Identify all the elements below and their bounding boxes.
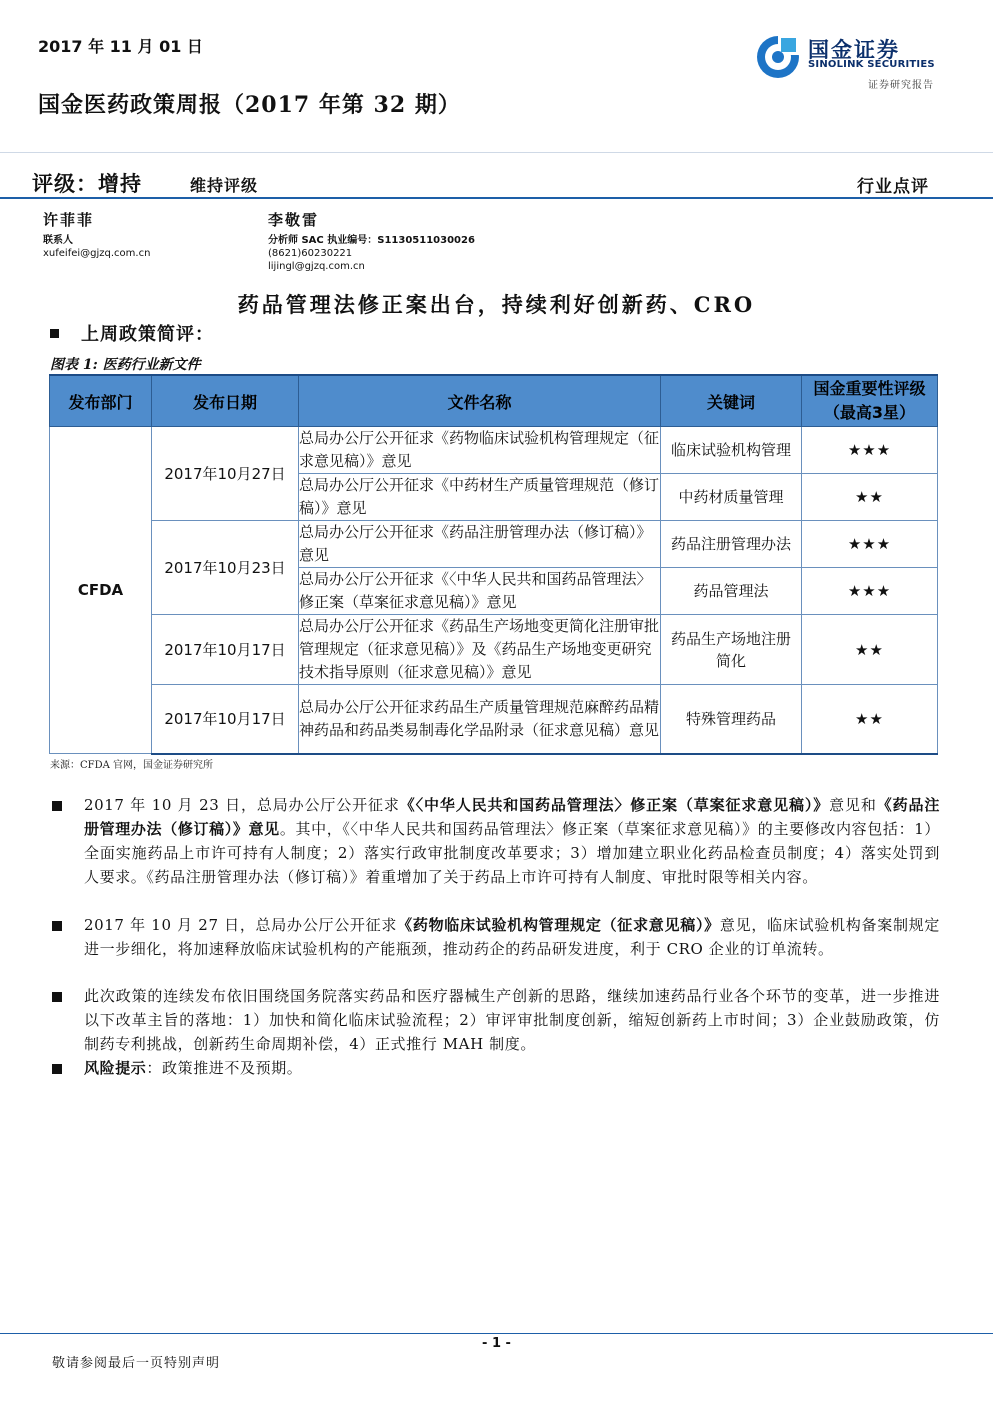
rating-label: 评级：增持	[32, 171, 142, 196]
report-date: 2017 年 11 月 01 日	[38, 37, 203, 56]
header-dept: 发布部门	[50, 375, 152, 427]
company-logo	[754, 30, 954, 92]
bold-run: 风险提示	[84, 1059, 147, 1077]
bold-run: 《药品注册管理办法（修订稿）》意见	[84, 796, 940, 838]
doc-cell: 总局办公厅公开征求《药品生产场地变更简化注册审批管理规定（征求意见稿）》及《药品生产场地变更研究技术指导原则（征求意见稿）》意见	[299, 615, 661, 685]
date-cell: 2017年10月27日	[152, 427, 299, 521]
header-date: 发布日期	[152, 375, 299, 427]
analyst-name: 许菲菲	[43, 211, 95, 229]
star-rating: ★★	[802, 685, 938, 754]
doc-cell: 总局办公厅公开征求《药品注册管理办法（修订稿）》意见	[299, 521, 661, 568]
risk-warning	[50, 1056, 940, 1080]
bold-run: 《〈中华人民共和国药品管理法〉修正案（草案征求意见稿）》	[399, 796, 830, 814]
footer-divider	[0, 1333, 993, 1334]
text-run: 意见，临床试验机构备案制规定进一步细化，将加速释放临床试验机构的产能瓶颈，推动药企的药品研发进度，利于 CRO 企业的订单流转。	[84, 916, 940, 958]
doc-cell: 总局办公厅公开征求《中药材生产质量管理规范（修订稿）》意见	[299, 474, 661, 521]
bullet-square-icon	[52, 1064, 62, 1074]
bullet-square-icon	[52, 921, 62, 931]
headline: 药品管理法修正案出台，持续利好创新药、CRO	[237, 292, 756, 317]
header-keyword: 关键词	[661, 375, 802, 427]
keyword-cell: 特殊管理药品	[661, 685, 802, 754]
footer-disclaimer: 敬请参阅最后一页特别声明	[52, 1356, 221, 1371]
text-run: 2017 年 10 月 23 日，总局办公厅公开征求	[84, 796, 400, 814]
keyword-cell: 药品管理法	[661, 568, 802, 615]
bold-run: 《药物临床试验机构管理规定（征求意见稿）》	[397, 916, 720, 934]
header-divider	[0, 197, 993, 199]
star-rating: ★★	[802, 615, 938, 685]
text-run: ：政策推进不及预期。	[146, 1059, 303, 1077]
section-title	[50, 320, 214, 346]
date-cell: 2017年10月17日	[152, 685, 299, 754]
table-source: 来源：CFDA 官网，国金证券研究所	[50, 760, 214, 771]
policy-table	[49, 374, 938, 755]
keyword-cell: 药品注册管理办法	[661, 521, 802, 568]
bullet-paragraph-1	[50, 793, 940, 889]
table-row	[50, 615, 938, 685]
logo-english-name: SINOLINK SECURITIES	[808, 59, 935, 70]
bullet-paragraph-3	[50, 984, 940, 1056]
bullet-square-icon	[50, 329, 59, 338]
page-number: - 1 -	[482, 1336, 511, 1351]
date-cell: 2017年10月23日	[152, 521, 299, 615]
report-title: 国金医药政策周报（2017 年第 32 期）	[38, 92, 461, 118]
keyword-cell: 药品生产场地注册简化	[661, 615, 802, 685]
doc-cell: 总局办公厅公开征求《〈中华人民共和国药品管理法〉修正案（草案征求意见稿）》意见	[299, 568, 661, 615]
star-rating: ★★	[802, 474, 938, 521]
report-type: 行业点评	[857, 177, 929, 197]
analyst-phone: (8621)60230221	[268, 248, 353, 259]
text-run: 2017 年 10 月 27 日，总局办公厅公开征求	[84, 916, 398, 934]
star-rating: ★★★	[802, 568, 938, 615]
logo-chinese-name: 国金证券	[808, 38, 900, 62]
table-row	[50, 427, 938, 474]
keyword-cell: 中药材质量管理	[661, 474, 802, 521]
text-run: 此次政策的连续发布依旧围绕国务院落实药品和医疗器械生产创新的思路，继续加速药品行业各个环节的变革，进一步推进以下改革主旨的落地：1）加快和简化临床试验流程；2）审评审批制度创新，缩短创新药上市时间；3）企业鼓励政策，仿制药专利挑战，创新药生命周期补偿，4）正式推行 MAH 制度。	[84, 987, 940, 1053]
bullet-square-icon	[52, 992, 62, 1002]
analyst-block-2	[268, 209, 475, 273]
table-row	[50, 521, 938, 568]
text-run: 意见和	[829, 796, 877, 814]
keyword-cell: 临床试验机构管理	[661, 427, 802, 474]
table-header-row	[50, 375, 938, 427]
table-row	[50, 685, 938, 754]
bullet-paragraph-2	[50, 913, 940, 961]
analyst-role: 分析师 SAC 执业编号：S1130511030026	[268, 235, 475, 246]
analyst-role: 联系人	[43, 235, 73, 246]
star-rating: ★★★	[802, 521, 938, 568]
bullet-square-icon	[52, 801, 62, 811]
analyst-block-1	[43, 209, 150, 260]
date-cell: 2017年10月17日	[152, 615, 299, 685]
analyst-email[interactable]: lijingl@gjzq.com.cn	[268, 261, 365, 272]
analyst-email[interactable]: xufeifei@gjzq.com.cn	[43, 248, 151, 259]
text-run: 。其中，《〈中华人民共和国药品管理法〉修正案（草案征求意见稿）》的主要修改内容包括：1）全面实施药品上市许可持有人制度；2）落实行政审批制度改革要求；3）增加建立职业化药品检查员制度；4）落实处罚到人要求。《药品注册管理办法（修订稿）》着重增加了关于药品上市许可持有人制度、审批时限等相关内容。	[84, 820, 940, 886]
figure-title: 图表 1: 医药行业新文件	[50, 357, 201, 373]
section-title-text: 上周政策简评：	[81, 324, 214, 345]
dept-cell: CFDA	[50, 427, 152, 754]
sinolink-logo-icon	[754, 33, 802, 81]
header-rating: 国金重要性评级（最高3星）	[802, 375, 938, 427]
doc-cell: 总局办公厅公开征求药品生产质量管理规范麻醉药品精神药品和药品类易制毒化学品附录（征求意见稿）意见	[299, 685, 661, 754]
header-doc: 文件名称	[299, 375, 661, 427]
star-rating: ★★★	[802, 427, 938, 474]
rating-keep: 维持评级	[190, 176, 259, 195]
logo-subtitle: 证券研究报告	[868, 80, 934, 91]
header-divider-light	[0, 152, 993, 153]
analyst-name: 李敬雷	[268, 211, 320, 229]
doc-cell: 总局办公厅公开征求《药物临床试验机构管理规定（征求意见稿）》意见	[299, 427, 661, 474]
